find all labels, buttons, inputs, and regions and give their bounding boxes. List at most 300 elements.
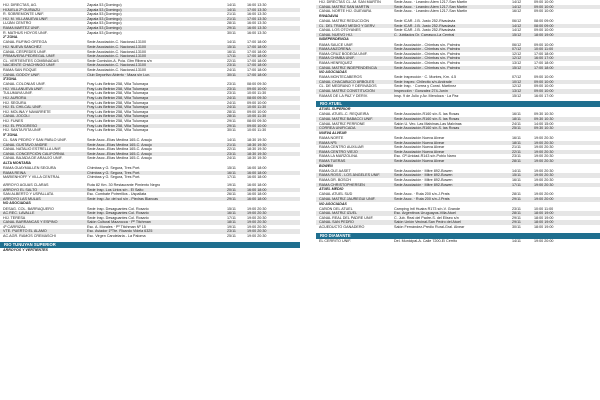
channel-name: LUJÁN CENTRO: [3, 21, 32, 26]
meeting-time: 09:00 10:00: [534, 75, 554, 80]
schedule-row: [0, 73, 300, 78]
meeting-date: 28/11: [512, 211, 521, 216]
channel-name: RAMA MONTECABEROS: [319, 75, 362, 80]
meeting-date: 12/12: [512, 84, 522, 89]
meeting-address: Fray Luis Beltrán 258, Villa Tulumaya: [87, 123, 149, 128]
meeting-time: 16:00 17:00: [534, 56, 554, 61]
channel-name: AC.REC. LAVALLE: [3, 211, 35, 216]
channel-name: HIJ. M. VILLANUEVA UNIF.: [3, 16, 49, 21]
meeting-date: 21/11: [512, 145, 521, 150]
meeting-address: Zapala 53 (Domingo): [87, 16, 122, 21]
meeting-time: 08:00 09:00: [534, 23, 554, 28]
meeting-date: 17/11: [227, 54, 236, 59]
meeting-time: 18:30 19:30: [247, 138, 267, 142]
meeting-time: 18:30 19:30: [247, 142, 267, 147]
meeting-address: Chimbas y G. Segura, Tres Port.: [87, 166, 141, 171]
channel-name: RAMA CHIMBA UNIF.: [319, 56, 355, 61]
channel-name: RAMA CENTRO VIEJO: [319, 149, 358, 154]
channel-name: CANAL ATUEL-C. REQUEIRA: [319, 112, 369, 117]
channel-name: ACUEDUCTO GANADERO: [319, 225, 365, 230]
meeting-address: Fray Luis Beltrán 258, Villa Tulumaya: [87, 86, 149, 91]
meeting-time: 18:00 19:00: [534, 225, 554, 230]
river-band: RIO TUNUYAN SUPERIOR: [0, 242, 300, 248]
meeting-date: 12/12: [512, 51, 522, 56]
meeting-time: 17:00 18:00: [534, 60, 554, 65]
meeting-time: 19:00 20:30: [534, 145, 554, 150]
meeting-date: 14/11: [227, 40, 236, 45]
channel-name: NACIENTE CHACHINGO UNIF.: [3, 63, 56, 68]
schedule-row: [0, 234, 300, 239]
meeting-address: Sede Asociación-C. Nacional-13100: [87, 44, 147, 49]
meeting-address: Zapala 53 (Domingo): [87, 30, 122, 35]
meeting-date: 28/11: [227, 114, 236, 119]
meeting-date: 07/12: [512, 75, 522, 80]
schedule-row: [316, 197, 600, 202]
meeting-address: Sede Asociación-C. Nacional-13100: [87, 54, 147, 59]
section-title: BOWEN: [319, 163, 333, 168]
meeting-time: 09:30 10:30: [534, 117, 554, 122]
channel-name: RAMA GUAYMALLÉN SEGURA: [3, 166, 57, 171]
channel-name: RAMA DR. BOSCH: [319, 177, 351, 182]
meeting-address: Salón Fernández-Predio Rural-Gral. Alvear: [394, 225, 465, 230]
meeting-date: 14/12: [512, 28, 522, 33]
meeting-address: Sede Asociación-R160 s/n-S. las Rosas: [394, 117, 460, 122]
channel-name: AC.AGR. RAMOS CREMASCHI: [3, 234, 56, 239]
meeting-address: Salón Cultural Mazzocca · Pº Titchman: [87, 220, 151, 225]
meeting-address: Fray Luis Beltrán 258, Villa Tulumaya: [87, 109, 149, 114]
meeting-date: 06/12: [512, 18, 522, 23]
meeting-date: 29/11: [227, 119, 236, 124]
meeting-date: 28/11: [227, 21, 236, 26]
meeting-time: 19:00 20:30: [247, 234, 267, 239]
meeting-date: 19/11: [227, 224, 236, 229]
meeting-time: 09:00 10:00: [534, 42, 554, 47]
meeting-address: Camping Intl Huaira R173 s/n-V. Grande: [394, 206, 461, 211]
meeting-time: 18:30 19:30: [247, 147, 267, 152]
channel-name: CANAL CHACABUCO ÁRBOLES: [319, 79, 375, 84]
channel-name: PRIMAVERA PEDREGAL UNIF.: [3, 54, 56, 59]
meeting-address: Sede Asociación-C. Nacional-13100: [87, 40, 147, 45]
schedule-section: [0, 35, 300, 77]
meeting-date: 15/12: [512, 65, 522, 70]
meeting-time: 18:00 19:00: [534, 220, 554, 225]
meeting-address: Sede Insp. Desaguantes Col. Rosario: [87, 215, 149, 220]
meeting-address: Sede Asoc.-Elías Medina 165-C. Araujo: [87, 156, 152, 161]
meeting-address: Sede Asociación · Mitre 892-Bowen: [394, 177, 453, 182]
meeting-address: Sede ICAR. J.B. Justo 252-Rivadavia: [394, 23, 456, 28]
section-title: NO ASOCIADAS: [319, 70, 347, 75]
meeting-time: 09:00 10:00: [534, 4, 554, 9]
channel-name: CL. DEL TRAMO MEDIO Y DERV.: [319, 23, 376, 28]
river-band: RIO ATUEL: [316, 101, 600, 107]
meeting-date: 29/11: [227, 196, 236, 201]
schedule-row: [316, 239, 600, 244]
channel-name: HIJ. EL PROGRESO: [3, 123, 38, 128]
section-title: NO ASOCIADAS: [319, 201, 347, 206]
meeting-time: 09:00 10:00: [534, 79, 554, 84]
channel-name: CANAL NUEVO HIJ.: [319, 32, 353, 37]
channel-name: RAMA Nº5: [319, 140, 337, 145]
meeting-time: 09:00 10:00: [534, 0, 554, 4]
channel-name: CANAL CÉSPEDES UNIF.: [3, 49, 47, 54]
schedule-section: [0, 133, 300, 161]
channel-name: CANAL SAN PEDRO: [319, 220, 354, 225]
meeting-date: 23/11: [512, 154, 521, 159]
channel-name: RAMA OLE AASET: [319, 168, 351, 173]
schedule-section: [316, 202, 600, 230]
channel-name: CANAL LOS OTOYANES: [319, 28, 361, 33]
schedule-section: [316, 164, 600, 188]
meeting-time: 17:00 18:00: [247, 44, 267, 49]
meeting-time: 16:00 13:30: [247, 21, 267, 26]
channel-name: SAN ALBERTO Y USPALLATA: [3, 192, 54, 197]
meeting-time: 17:00 18:00: [247, 40, 267, 45]
meeting-time: 16:00 18:00: [247, 187, 267, 192]
meeting-time: 19:00 20:30: [247, 211, 267, 216]
meeting-date: 23/11: [227, 63, 236, 68]
meeting-time: 18:30 19:30: [247, 151, 267, 156]
meeting-time: 18:00 19:00: [534, 32, 554, 37]
meeting-date: 17/11: [227, 215, 236, 220]
schedule-section: [0, 0, 300, 35]
channel-name: VTE. PUERTO EL ÁLAMO: [3, 229, 47, 234]
channel-name: CAÑÓN DEL ATUEL: [319, 206, 353, 211]
channel-name: RAMA TUERAS: [319, 158, 346, 163]
meeting-date: 14/11: [512, 168, 521, 173]
channel-name: CANAL MATRIZ BABACCI UNIF.: [319, 117, 374, 122]
channel-name: CL. SAN PEDRO Y SAN PABLO UNIF.: [3, 138, 67, 142]
meeting-address: Zapala 53 (Domingo): [87, 25, 122, 30]
meeting-date: 28/11: [512, 158, 521, 163]
meeting-time: 09:00 10:00: [247, 86, 267, 91]
meeting-address: Sede Insp. Av. del sol s/n - Piedras Blancas: [87, 196, 158, 201]
meeting-address: Sede Insp. Desaguantes Col. Rosario: [87, 211, 149, 216]
meeting-time: 16:00 18:00: [247, 175, 267, 180]
channel-name: ARROYO LAS MULAS: [3, 196, 41, 201]
schedule-section: [316, 14, 600, 38]
meeting-time: 17:00 18:00: [247, 54, 267, 59]
meeting-date: 24/11: [227, 105, 236, 110]
channel-name: CANAL REAL DEL PADRE UNIF.: [319, 215, 374, 220]
meeting-address: Sede ICAR. J.B. Justo 252-Rivadavia: [394, 18, 456, 23]
meeting-date: 23/11: [227, 82, 236, 87]
meeting-time: 19:00 20:30: [247, 224, 267, 229]
schedule-row: [0, 128, 300, 133]
meeting-date: 14/12: [512, 0, 522, 4]
meeting-address: Fray Luis Beltrán 258, Villa Tulumaya: [87, 114, 149, 119]
meeting-address: Sede Asoc.-Elías Medina 165-C. Araujo: [87, 138, 152, 142]
meeting-time: 08:00 09:30: [247, 96, 267, 101]
meeting-time: 10:00 11:30: [247, 91, 267, 96]
schedule-row: [316, 94, 600, 99]
meeting-address: Sede Asociación Nueva Alvear: [394, 136, 445, 140]
schedule-row: [316, 33, 600, 38]
meeting-address: Esc. Virgen Candelaria - La Paloma: [87, 234, 146, 239]
meeting-date: 15/11: [227, 166, 236, 171]
channel-name: RAMA HENRÍQUEZ: [319, 60, 353, 65]
meeting-date: 24/11: [227, 67, 236, 72]
channel-name: RAMA LA MARZOLINA: [319, 154, 358, 159]
meeting-date: 29/11: [512, 215, 521, 220]
meeting-date: 23/11: [227, 151, 236, 156]
meeting-time: 09:00 10:00: [247, 100, 267, 105]
meeting-time: 09:00 10:00: [534, 9, 554, 14]
section-title: INDEPENDENCIA: [319, 37, 349, 42]
right-column: [316, 0, 600, 243]
meeting-date: 29/11: [512, 220, 521, 225]
meeting-date: 06/12: [512, 42, 522, 47]
meeting-address: Salón Unión Vecinal-San Pedro del Atuel: [394, 220, 461, 225]
meeting-time: 19:00 20:30: [534, 168, 554, 173]
meeting-address: Fray Luis Beltrán 258, Villa Tulumaya: [87, 128, 149, 133]
section-title: ATUEL MEDIO: [319, 187, 344, 192]
meeting-address: Esc. Aviador 1ºTte. Ricardo Videla 6325: [87, 229, 153, 234]
meeting-address: Fray Luis Beltrán 258, Villa Tulumaya: [87, 82, 149, 87]
meeting-address: Sede Asociación - Chimbas s/n- Palmira: [394, 51, 460, 56]
meeting-address: Fray Luis Beltrán 258, Villa Tulumaya: [87, 119, 149, 124]
meeting-time: 16:00 13:30: [247, 12, 267, 17]
section-title: 3ªZONA: [3, 77, 17, 82]
channel-name: HIJ. AURORA: [3, 96, 27, 101]
meeting-date: 16/11: [512, 177, 521, 182]
left-column: [0, 0, 300, 253]
meeting-address: Sede Asociación · Mitre 892-Bowen: [394, 168, 453, 173]
meeting-time: 16:00 18:00: [247, 192, 267, 197]
channel-name: ARROYO AGUAS CLARAS: [3, 182, 49, 187]
channel-name: CANAL MATRIZ PERRONE: [319, 121, 365, 126]
meeting-date: 24/11: [227, 96, 236, 101]
channel-name: CANAL MATRIZ IZUEL: [319, 211, 358, 216]
meeting-address: Sede Asoc.-Elías Medina 165-C. Araujo: [87, 142, 152, 147]
meeting-date: 30/11: [227, 128, 236, 133]
schedule-row: [316, 66, 600, 71]
meeting-time: 16:00 13:30: [247, 30, 267, 35]
meeting-time: 09:30 10:30: [534, 112, 554, 117]
meeting-date: 21/11: [227, 142, 236, 147]
meeting-date: 25/11: [512, 126, 521, 131]
meeting-date: 17/11: [227, 175, 236, 180]
meeting-date: 14/11: [512, 238, 521, 243]
meeting-time: 19:00 20:30: [534, 182, 554, 187]
section-title: NO ASOCIADAS: [3, 201, 31, 206]
channel-name: CANAL NATALIO ESTRELLA UNIF.: [3, 147, 62, 152]
channel-name: DESAG. COL. BARRAQUERO: [3, 206, 54, 211]
section-title: 5ª ZONA: [3, 132, 18, 137]
meeting-date: 14/12: [512, 23, 522, 28]
meeting-address: Zapala 53 (Domingo): [87, 21, 122, 26]
meeting-address: Sede Asoc. · Ruta 200 s/n-J.Prats: [394, 196, 450, 201]
meeting-address: Salón U. Vec. Las Malvinas-Las Malvinas: [394, 121, 462, 126]
meeting-date: 16/11: [512, 136, 521, 140]
channel-name: RAMA CHRISTOPHERSEN: [319, 182, 365, 187]
meeting-date: 29/11: [227, 123, 236, 128]
schedule-row: [316, 225, 600, 230]
schedule-section: [316, 131, 600, 164]
meeting-address: Sede Asoc.-Elías Medina 165-C. Araujo: [87, 147, 152, 152]
meeting-address: Sede Asociación-R160 s/n-S. las Rosas: [394, 112, 460, 117]
channel-name: CANAL RUFINO ORTEGA: [3, 40, 47, 45]
meeting-address: Sede Asociación - Chimbas s/n- Palmira: [394, 65, 460, 70]
channel-name: CANAL MATRIZ JAUREGUI UNIF.: [319, 196, 376, 201]
channel-name: HIJ. MOLINA Y NAVARRETE: [3, 109, 51, 114]
channel-name: CL. DE MEDRANO Y DERIVADOS: [319, 84, 377, 89]
meeting-date: 22/11: [227, 58, 236, 63]
schedule-row: [0, 197, 300, 202]
meeting-address: Esc. Gª-Unidad-R143 s/n-Poblo Narro: [394, 154, 457, 159]
channel-name: CANAL MATRIZ CONSTITUCIÓN: [319, 89, 375, 94]
meeting-address: Sede Asociación - Chimbas s/n- Palmira: [394, 42, 460, 47]
meeting-date: 24/11: [512, 121, 521, 126]
channel-name: R. MATHUS HOYOS UNIF.: [3, 30, 48, 35]
channel-name: HIJ. DIRECTAS, AG.: [3, 3, 38, 7]
meeting-date: 16/11: [227, 170, 236, 175]
meeting-address: Sede Insp. Desaguantes Col. Rosario: [87, 206, 149, 211]
channel-name: RAMA SAUCE UNIF.: [319, 42, 354, 47]
schedule-row: [316, 183, 600, 188]
channel-name: ARROYO EL SALTO: [3, 187, 38, 192]
meeting-date: 18/11: [512, 140, 521, 145]
meeting-address: Sede ICAR. J.B. Justo 252-Rivadavia: [394, 28, 456, 33]
channel-name: CORREA UNIFICADA: [319, 126, 356, 131]
meeting-date: 24/11: [227, 100, 236, 105]
meeting-date: 23/11: [227, 91, 236, 96]
meeting-date: 14/12: [512, 4, 522, 9]
meeting-date: 29/11: [227, 25, 236, 30]
meeting-time: 16:00 13:30: [247, 25, 267, 30]
meeting-address: Chimbas y G. Segura, Tres Port.: [87, 170, 141, 175]
meeting-time: 17:00 18:00: [247, 49, 267, 54]
meeting-time: 16:00 18:00: [247, 196, 267, 201]
schedule-row: [316, 159, 600, 164]
channel-name: CANAL MATRIZ REDUCCIÓN: [319, 18, 369, 23]
meeting-time: 19:00 20:30: [247, 229, 267, 234]
meeting-address: Sede Insp. · Correa y Const. Martínez: [394, 84, 457, 89]
meeting-time: 19:00 20:00: [534, 192, 554, 197]
meeting-date: 18/11: [227, 220, 236, 225]
schedule-row: [0, 175, 300, 180]
channel-name: CANAL MATRIZ SAN MARTÍN: [319, 4, 370, 9]
meeting-date: 15/12: [512, 32, 522, 37]
meeting-time: 09:00 10:00: [534, 84, 554, 89]
meeting-time: 10:00 11:00: [534, 47, 554, 52]
meeting-date: 21/11: [227, 12, 236, 17]
schedule-section: [0, 161, 300, 180]
meeting-address: Sede Asociación · Mitre 892-Bowen: [394, 173, 453, 178]
channel-name: CANAL JOCOLI: [3, 114, 30, 119]
meeting-address: Fray Luis Beltrán 258, Villa Tulumaya: [87, 91, 149, 96]
meeting-date: 15/11: [512, 173, 521, 178]
meeting-time: 19:00 20:30: [534, 158, 554, 163]
meeting-date: 21/11: [227, 16, 236, 21]
channel-name: CANAL COLONIAS UNIF.: [3, 82, 46, 87]
schedule-section: [0, 77, 300, 133]
meeting-address: Sede Asociación - Chimbas s/n- Palmira: [394, 56, 460, 61]
meeting-date: 14/11: [227, 138, 236, 142]
meeting-address: Fray Luis Beltrán 258, Villa Tulumaya: [87, 96, 149, 101]
meeting-address: Sede Asoc. · Leandro Alem 1217-San Martín: [394, 4, 468, 9]
meeting-date: 19/11: [227, 182, 236, 187]
meeting-address: Sede Asoc. · Leandro Alem 1217-San Martín: [394, 9, 468, 14]
channel-name: CANAL CONCEPCIÓN CALIFORNIA: [3, 151, 65, 156]
section-title: ALTA MONTAÑA: [3, 160, 32, 165]
meeting-date: 14/11: [227, 3, 236, 7]
meeting-time: 09:00 10:00: [534, 28, 554, 33]
channel-name: HIJ. NUEVA SÁNCHEZ: [3, 44, 42, 49]
meeting-address: Sede Inspec. Chilecito s/n-Andrade: [394, 79, 452, 84]
meeting-time: 09:30 10:30: [534, 126, 554, 131]
channel-name: CANAL GODOY UNIF.: [3, 72, 41, 77]
channel-name: CANAL BARRANCAS Y ESPINO: [3, 220, 58, 225]
meeting-address: C. Jub. Real del Padre-S. del Eliseo s/n: [394, 215, 459, 220]
meeting-date: 25/11: [227, 234, 236, 239]
meeting-address: Sede Asociación · Mitre 892-Bowen: [394, 182, 453, 187]
meeting-date: 16/12: [512, 9, 522, 14]
meeting-address: Zapala 53 (Domingo): [87, 12, 122, 17]
meeting-date: 22/11: [512, 149, 521, 154]
meeting-time: 19:00 20:00: [534, 238, 554, 243]
meeting-address: Esc. Argentinos Uruguayos-Villa Atuel: [394, 211, 456, 216]
meeting-time: 18:30 19:30: [247, 156, 267, 161]
meeting-time: 19:00 20:30: [247, 215, 267, 220]
meeting-time: 19:00 20:30: [534, 136, 554, 140]
meeting-date: 10/12: [512, 79, 522, 84]
schedule-section: [0, 201, 300, 238]
meeting-date: 16/11: [512, 112, 521, 117]
schedule-row: [316, 9, 600, 14]
meeting-time: 16:00 17:00: [534, 93, 554, 98]
meeting-address: Esc. Combate Potrerillos - Uspallata: [87, 192, 147, 197]
channel-name: HIJ. DIRECTAS CL.-M. SAN MARTÍN: [319, 0, 381, 4]
meeting-date: 30/11: [227, 30, 236, 35]
meeting-time: 10:00 11:30: [247, 105, 267, 110]
schedule-row: [316, 126, 600, 131]
channel-name: EL CERRITO UNIF.: [319, 238, 352, 243]
meeting-address: Sede Asociación - Chimbas s/n- Palmira: [394, 60, 460, 65]
channel-name: CANAL MATRIZ INDEPENDENCIA: [319, 65, 377, 70]
meeting-time: 17:00 18:00: [247, 58, 267, 63]
meeting-address: Sede Asoc. · Ruta 200 s/n-J.Prats: [394, 192, 450, 197]
meeting-time: 09:00 10:00: [247, 123, 267, 128]
meeting-address: Zapala 53 (Domingo): [87, 3, 122, 7]
meeting-date: 28/11: [227, 109, 236, 114]
meeting-address: Esc. A. Morales · Pº Titchman Nº 15: [87, 224, 146, 229]
section-title: ARROYOS Y VERTIENTES: [3, 247, 48, 252]
meeting-time: 19:00 20:30: [247, 220, 267, 225]
meeting-time: 19:00 20:30: [534, 173, 554, 178]
section-title: ATUEL SUPERIOR: [319, 107, 351, 112]
schedule-section: [316, 107, 600, 131]
meeting-date: 13/12: [512, 89, 522, 94]
meeting-date: 16/11: [227, 49, 236, 54]
meeting-time: 09:00 10:00: [534, 89, 554, 94]
meeting-date: 15/11: [227, 206, 236, 211]
meeting-date: 23/11: [227, 86, 236, 91]
meeting-time: 17:00 18:00: [247, 63, 267, 68]
channel-name: TULUMAYA UNIF.: [3, 91, 33, 96]
channel-name: HIJ. SEGURA: [3, 100, 27, 105]
meeting-time: 16:00 18:00: [247, 170, 267, 175]
meeting-date: 30/11: [227, 72, 236, 77]
meeting-time: 19:00 20:30: [534, 154, 554, 159]
meeting-time: 16:00 18:00: [247, 166, 267, 171]
meeting-date: 20/11: [227, 187, 236, 192]
meeting-time: 18:00 19:00: [534, 215, 554, 220]
meeting-address: Sede Asoc.-Elías Medina 165-C. Araujo: [87, 151, 152, 156]
meeting-address: Sede Asoc. · Leandro Alem 1217-San Martín: [394, 0, 468, 4]
meeting-date: 15/12: [512, 93, 522, 98]
meeting-address: Sede Asociación Nueva Alvear: [394, 145, 445, 150]
channel-name: CANAL BAJADA DE ARAUJO UNIF.: [3, 156, 63, 161]
